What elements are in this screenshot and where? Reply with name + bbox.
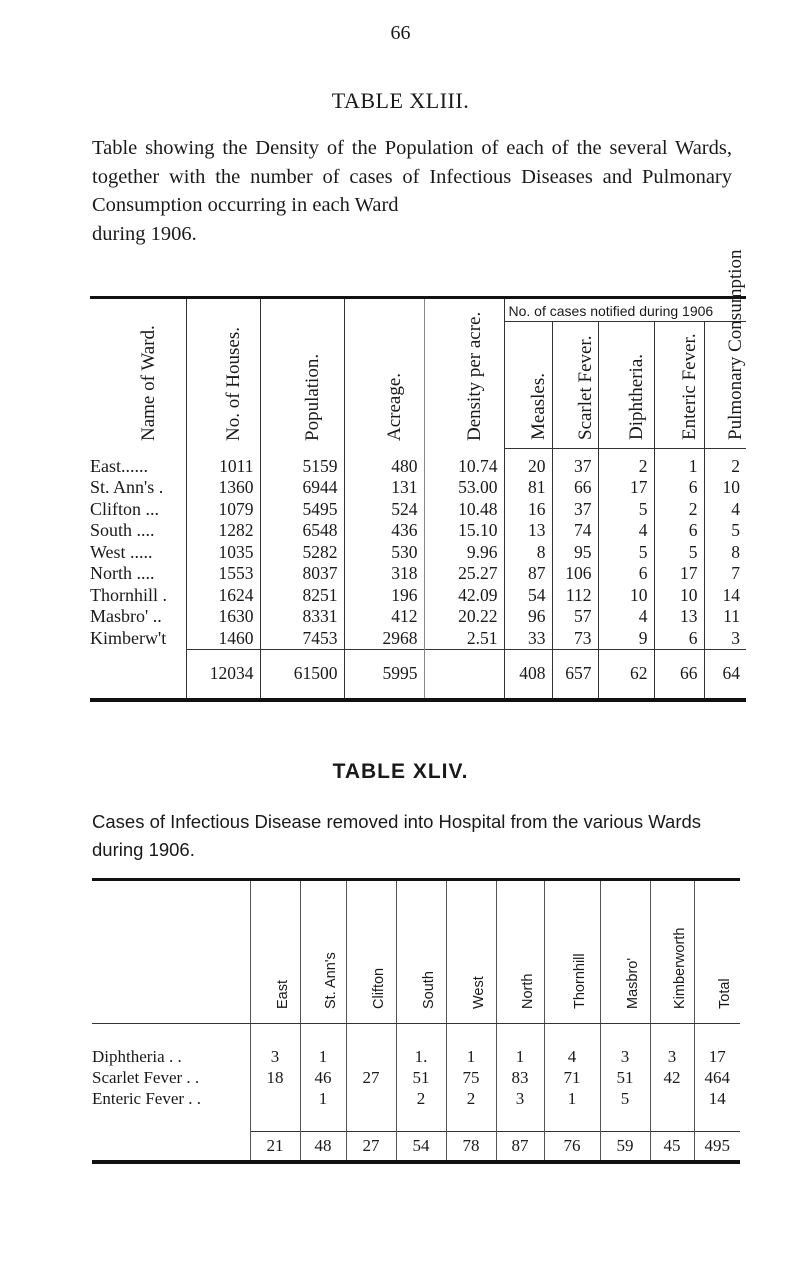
cell-value bbox=[346, 1046, 396, 1067]
cell-value: 1. bbox=[396, 1046, 446, 1067]
cell-population: 5159 bbox=[260, 455, 344, 477]
ward-name: St. Ann's . bbox=[90, 477, 164, 497]
cell-pulmonary: 11 bbox=[704, 606, 746, 628]
table-row bbox=[90, 606, 746, 628]
header-density bbox=[424, 298, 504, 449]
cell-value: 3 bbox=[250, 1046, 300, 1067]
cell-value: 27 bbox=[346, 1067, 396, 1088]
cell-houses: 1079 bbox=[186, 498, 260, 520]
cell-houses: 1360 bbox=[186, 477, 260, 499]
cell-density: 10.48 bbox=[424, 498, 504, 520]
cell-value: 2 bbox=[396, 1088, 446, 1109]
cell-value: 3 bbox=[600, 1046, 650, 1067]
header-column bbox=[396, 880, 446, 1024]
table-43-body bbox=[90, 449, 746, 700]
cell-scarlet: 37 bbox=[552, 455, 598, 477]
cell-acreage: 480 bbox=[344, 455, 424, 477]
cell-acreage: 412 bbox=[344, 606, 424, 628]
ward-name: Thornhill . bbox=[90, 584, 167, 605]
cell-density: 25.27 bbox=[424, 563, 504, 585]
total-value: 45 bbox=[650, 1132, 694, 1163]
cell-enteric: 13 bbox=[654, 606, 704, 628]
cell-enteric: 10 bbox=[654, 584, 704, 606]
cell-value: 2 bbox=[446, 1088, 496, 1109]
header-column-label: Kimberworth bbox=[672, 927, 688, 1009]
header-column-label: St. Ann's bbox=[323, 952, 339, 1009]
header-population bbox=[260, 298, 344, 449]
cell-measles: 13 bbox=[504, 520, 552, 542]
cell-scarlet: 74 bbox=[552, 520, 598, 542]
total-value: 495 bbox=[694, 1132, 740, 1163]
header-column bbox=[346, 880, 396, 1024]
cell-diphtheria: 4 bbox=[598, 606, 654, 628]
cell-population: 7453 bbox=[260, 627, 344, 649]
cell-acreage: 318 bbox=[344, 563, 424, 585]
cell-diphtheria: 5 bbox=[598, 541, 654, 563]
cell-value: 83 bbox=[496, 1067, 544, 1088]
cell-value: 42 bbox=[650, 1067, 694, 1088]
cell-value: 3 bbox=[650, 1046, 694, 1067]
cell-value: 4 bbox=[544, 1046, 600, 1067]
total-scarlet: 657 bbox=[552, 649, 598, 700]
header-acreage-label: Acreage. bbox=[384, 372, 405, 441]
cell-population: 8251 bbox=[260, 584, 344, 606]
header-disease-blank bbox=[92, 880, 250, 1024]
table-row bbox=[90, 584, 746, 606]
ward-name: West ..... bbox=[90, 541, 153, 562]
total-population: 61500 bbox=[260, 649, 344, 700]
cell-density: 42.09 bbox=[424, 584, 504, 606]
total-value: 59 bbox=[600, 1132, 650, 1163]
table-44-body bbox=[92, 1024, 740, 1163]
header-scarlet-label: Scarlet Fever. bbox=[575, 335, 596, 440]
totals-row bbox=[90, 649, 746, 700]
disease-name: Diphtheria . . bbox=[92, 1046, 182, 1066]
cell-pulmonary: 14 bbox=[704, 584, 746, 606]
cell-diphtheria: 6 bbox=[598, 563, 654, 585]
table-44 bbox=[92, 878, 740, 1164]
header-density-label: Density per acre. bbox=[464, 311, 485, 441]
header-column-label: West bbox=[471, 976, 487, 1009]
cell-population: 5282 bbox=[260, 541, 344, 563]
table-44-title: TABLE XLIV. bbox=[332, 760, 469, 783]
cell-value: 75 bbox=[446, 1067, 496, 1088]
total-pulmonary: 64 bbox=[704, 649, 746, 700]
cell-density: 10.74 bbox=[424, 455, 504, 477]
table-43-description bbox=[92, 134, 732, 248]
ward-name: East...... bbox=[90, 455, 148, 476]
cell-acreage: 530 bbox=[344, 541, 424, 563]
header-ward-label: Name of Ward. bbox=[137, 324, 159, 441]
cell-population: 8331 bbox=[260, 606, 344, 628]
header-houses bbox=[186, 298, 260, 449]
table-row bbox=[92, 1088, 740, 1109]
cell-value: 1 bbox=[300, 1046, 346, 1067]
header-column bbox=[694, 880, 740, 1024]
cell-houses: 1553 bbox=[186, 563, 260, 585]
totals-row bbox=[92, 1132, 740, 1163]
header-measles bbox=[504, 322, 552, 449]
cell-houses: 1630 bbox=[186, 606, 260, 628]
header-enteric bbox=[654, 322, 704, 449]
cell-population: 8037 bbox=[260, 563, 344, 585]
total-value: 78 bbox=[446, 1132, 496, 1163]
cell-value: 14 bbox=[694, 1088, 740, 1109]
cell-value: 46 bbox=[300, 1067, 346, 1088]
cell-scarlet: 66 bbox=[552, 477, 598, 499]
cell-population: 6548 bbox=[260, 520, 344, 542]
cell-scarlet: 57 bbox=[552, 606, 598, 628]
cell-scarlet: 73 bbox=[552, 627, 598, 649]
header-column-label: Masbro' bbox=[625, 957, 641, 1009]
cell-value: 1 bbox=[300, 1088, 346, 1109]
cell-acreage: 196 bbox=[344, 584, 424, 606]
cell-diphtheria: 9 bbox=[598, 627, 654, 649]
cell-measles: 81 bbox=[504, 477, 552, 499]
cell-measles: 8 bbox=[504, 541, 552, 563]
cell-value: 1 bbox=[446, 1046, 496, 1067]
cell-scarlet: 106 bbox=[552, 563, 598, 585]
spacer-row bbox=[92, 1109, 740, 1132]
table-row bbox=[90, 520, 746, 542]
total-measles: 408 bbox=[504, 649, 552, 700]
total-value: 48 bbox=[300, 1132, 346, 1163]
total-value: 21 bbox=[250, 1132, 300, 1163]
cell-population: 5495 bbox=[260, 498, 344, 520]
cell-enteric: 1 bbox=[654, 455, 704, 477]
cell-value: 17 bbox=[694, 1046, 740, 1067]
cell-enteric: 17 bbox=[654, 563, 704, 585]
cell-value: 1 bbox=[544, 1088, 600, 1109]
cell-population: 6944 bbox=[260, 477, 344, 499]
header-column bbox=[300, 880, 346, 1024]
cell-houses: 1035 bbox=[186, 541, 260, 563]
cell-density: 9.96 bbox=[424, 541, 504, 563]
table-row bbox=[90, 477, 746, 499]
cell-pulmonary: 4 bbox=[704, 498, 746, 520]
cell-value: 3 bbox=[496, 1088, 544, 1109]
header-pulmonary-label: Pulmonary Consumption bbox=[725, 249, 747, 440]
total-enteric: 66 bbox=[654, 649, 704, 700]
cell-value bbox=[346, 1088, 396, 1109]
table-43-description-end: during 1906. bbox=[92, 222, 197, 245]
table-row bbox=[92, 1067, 740, 1088]
cell-diphtheria: 2 bbox=[598, 455, 654, 477]
cell-pulmonary: 8 bbox=[704, 541, 746, 563]
table-row bbox=[90, 541, 746, 563]
header-column bbox=[496, 880, 544, 1024]
header-column bbox=[446, 880, 496, 1024]
disease-name: Scarlet Fever . . bbox=[92, 1067, 200, 1087]
cell-density: 15.10 bbox=[424, 520, 504, 542]
table-row bbox=[90, 627, 746, 649]
table-43-title: TABLE XLIII. bbox=[331, 88, 470, 113]
cell-enteric: 2 bbox=[654, 498, 704, 520]
header-column-label: Clifton bbox=[371, 967, 387, 1009]
cell-value: 71 bbox=[544, 1067, 600, 1088]
total-value: 27 bbox=[346, 1132, 396, 1163]
cell-value: 464 bbox=[694, 1067, 740, 1088]
table-44-description: Cases of Infectious Disease removed into Hospital from the various Wards during 1906. bbox=[92, 811, 702, 860]
disease-name: Enteric Fever . . bbox=[92, 1088, 202, 1108]
cell-pulmonary: 10 bbox=[704, 477, 746, 499]
header-measles-label: Measles. bbox=[528, 372, 549, 440]
table-row bbox=[90, 498, 746, 520]
cell-diphtheria: 5 bbox=[598, 498, 654, 520]
cell-scarlet: 95 bbox=[552, 541, 598, 563]
cell-measles: 87 bbox=[504, 563, 552, 585]
ward-name: North .... bbox=[90, 563, 155, 583]
table-row bbox=[92, 1046, 740, 1067]
cell-measles: 33 bbox=[504, 627, 552, 649]
header-column-label: Thornhill bbox=[572, 953, 588, 1009]
page-number: 66 bbox=[390, 22, 411, 44]
cell-density: 20.22 bbox=[424, 606, 504, 628]
cell-value: 51 bbox=[396, 1067, 446, 1088]
cell-pulmonary: 7 bbox=[704, 563, 746, 585]
header-diphtheria bbox=[598, 322, 654, 449]
cell-pulmonary: 2 bbox=[704, 455, 746, 477]
cell-value bbox=[650, 1088, 694, 1109]
cell-diphtheria: 4 bbox=[598, 520, 654, 542]
header-column-label: South bbox=[421, 971, 437, 1009]
total-acreage: 5995 bbox=[344, 649, 424, 700]
cell-density: 53.00 bbox=[424, 477, 504, 499]
header-diphtheria-label: Diphtheria. bbox=[626, 353, 647, 440]
total-value: 87 bbox=[496, 1132, 544, 1163]
table-row bbox=[90, 455, 746, 477]
table-44-header-row bbox=[92, 880, 740, 1024]
cell-scarlet: 112 bbox=[552, 584, 598, 606]
header-ward bbox=[90, 298, 186, 449]
cell-houses: 1282 bbox=[186, 520, 260, 542]
header-column bbox=[650, 880, 694, 1024]
cell-density-total bbox=[424, 649, 504, 700]
ward-name: Masbro' .. bbox=[90, 606, 162, 626]
cell-value: 51 bbox=[600, 1067, 650, 1088]
header-houses-label: No. of Houses. bbox=[223, 326, 244, 441]
header-acreage bbox=[344, 298, 424, 449]
cell-pulmonary: 5 bbox=[704, 520, 746, 542]
cell-value: 5 bbox=[600, 1088, 650, 1109]
total-value: 76 bbox=[544, 1132, 600, 1163]
cell-acreage: 436 bbox=[344, 520, 424, 542]
cell-diphtheria: 17 bbox=[598, 477, 654, 499]
total-diphtheria: 62 bbox=[598, 649, 654, 700]
cell-houses: 1460 bbox=[186, 627, 260, 649]
cell-enteric: 6 bbox=[654, 520, 704, 542]
cell-acreage: 2968 bbox=[344, 627, 424, 649]
cell-value: 18 bbox=[250, 1067, 300, 1088]
header-cases-group: No. of cases notified during 1906 bbox=[504, 298, 746, 322]
total-value: 54 bbox=[396, 1132, 446, 1163]
header-column-label: Total bbox=[717, 978, 734, 1009]
total-houses: 12034 bbox=[186, 649, 260, 700]
cell-density: 2.51 bbox=[424, 627, 504, 649]
table-row bbox=[90, 563, 746, 585]
cell-measles: 20 bbox=[504, 455, 552, 477]
spacer-row bbox=[92, 1024, 740, 1047]
cell-acreage: 131 bbox=[344, 477, 424, 499]
header-population-label: Population. bbox=[302, 353, 323, 441]
header-scarlet bbox=[552, 322, 598, 449]
cell-measles: 16 bbox=[504, 498, 552, 520]
cell-enteric: 6 bbox=[654, 477, 704, 499]
cell-scarlet: 37 bbox=[552, 498, 598, 520]
cell-measles: 96 bbox=[504, 606, 552, 628]
cell-pulmonary: 3 bbox=[704, 627, 746, 649]
cell-enteric: 6 bbox=[654, 627, 704, 649]
cell-value: 1 bbox=[496, 1046, 544, 1067]
header-column bbox=[250, 880, 300, 1024]
cell-houses: 1011 bbox=[186, 455, 260, 477]
cell-enteric: 5 bbox=[654, 541, 704, 563]
header-column bbox=[600, 880, 650, 1024]
cell-houses: 1624 bbox=[186, 584, 260, 606]
ward-name: Kimberw't bbox=[90, 628, 167, 648]
cell-value bbox=[250, 1088, 300, 1109]
cell-diphtheria: 10 bbox=[598, 584, 654, 606]
ward-name: Clifton ... bbox=[90, 498, 160, 519]
ward-name: South .... bbox=[90, 520, 155, 540]
header-column-label: North bbox=[520, 973, 536, 1009]
cell-measles: 54 bbox=[504, 584, 552, 606]
cell-acreage: 524 bbox=[344, 498, 424, 520]
header-pulmonary bbox=[704, 249, 747, 449]
header-column-label: East bbox=[275, 979, 291, 1009]
table-43 bbox=[90, 249, 747, 702]
header-column bbox=[544, 880, 600, 1024]
header-enteric-label: Enteric Fever. bbox=[679, 333, 700, 440]
table-43-description-text: Table showing the Density of the Population of each of the several Wards, together with the number of cases of Infectious Diseases and Pulmonary Consumption occurring in each Ward bbox=[92, 137, 732, 216]
